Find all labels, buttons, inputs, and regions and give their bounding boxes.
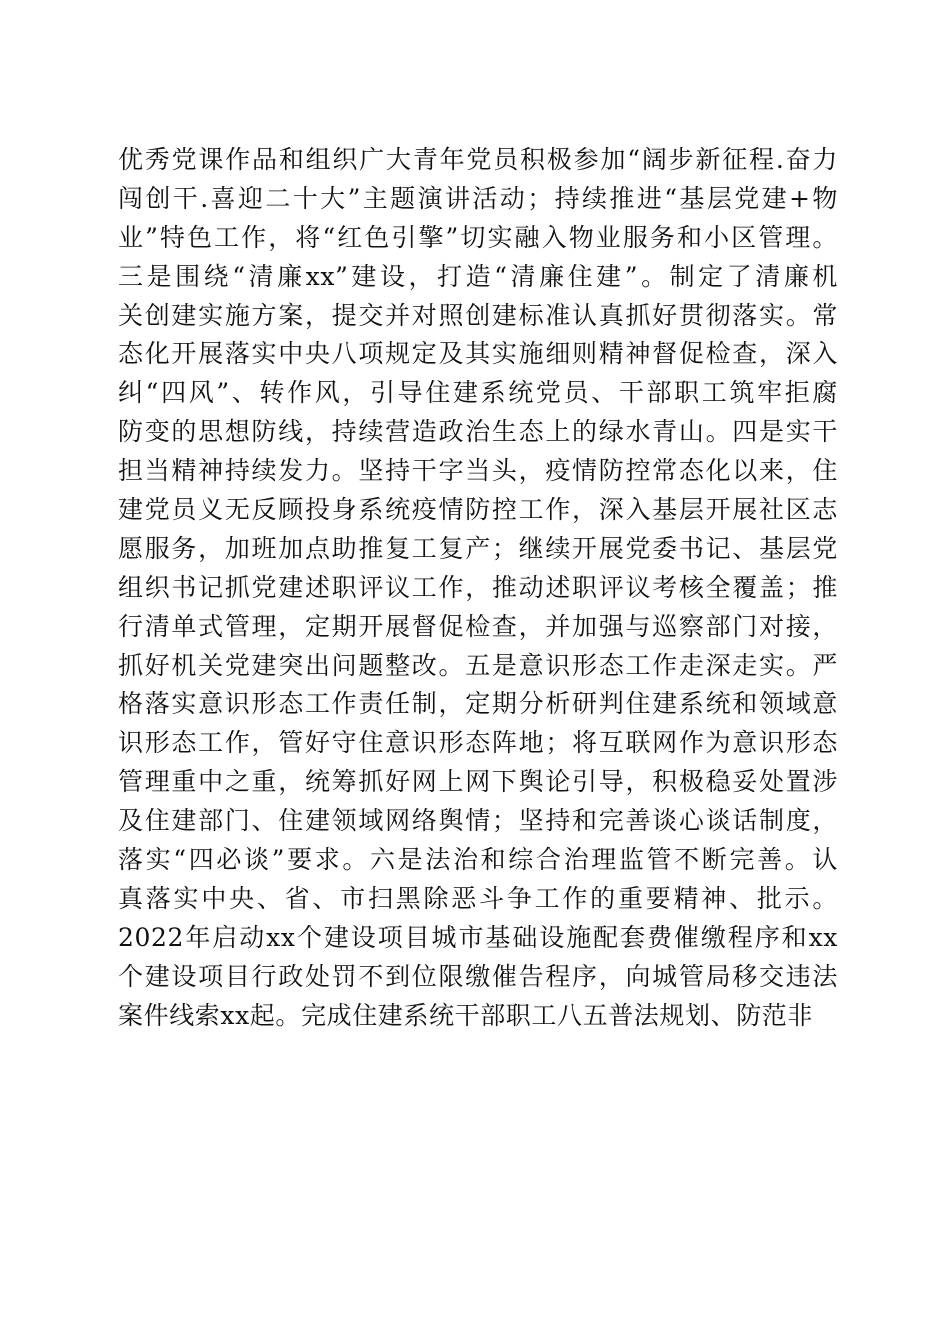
text-line: 个建设项目行政处罚不到位限缴催告程序，向城管局移交违法	[118, 961, 838, 991]
text-line: 落实“四必谈”要求。六是法治和综合治理监管不断完善。认	[118, 845, 838, 875]
text-line: 纠“四风”、转作风，引导住建系统党员、干部职工筑牢拒腐	[118, 378, 838, 408]
text-line: 优秀党课作品和组织广大青年党员积极参加“阔步新征程.奋力	[118, 145, 838, 174]
text-line: 管理重中之重，统筹抓好网上网下舆论引导，积极稳妥处置涉	[118, 767, 838, 797]
text-line: 态化开展落实中央八项规定及其实施细则精神督促检查，深入	[118, 339, 838, 369]
text-line: 担当精神持续发力。坚持干字当头，疫情防控常态化以来，住	[118, 456, 838, 486]
text-line: 格落实意识形态工作责任制，定期分析研判住建系统和领域意	[118, 689, 838, 719]
text-line: 真落实中央、省、市扫黑除恶斗争工作的重要精神、批示。	[118, 883, 838, 913]
body-text	[118, 141, 838, 1035]
text-line: 业”特色工作，将“红色引擎”切实融入物业服务和小区管理。	[118, 222, 838, 252]
text-line: 及住建部门、住建领域网络舆情；坚持和完善谈心谈话制度，	[118, 806, 838, 836]
text-line: 案件线索xx起。完成住建系统干部职工八五普法规划、防范非	[118, 1000, 814, 1030]
text-line: 组织书记抓党建述职评议工作，推动述职评议考核全覆盖；推	[118, 572, 838, 602]
text-line: 抓好机关党建突出问题整改。五是意识形态工作走深走实。严	[118, 650, 838, 680]
text-line: 建党员义无反顾投身系统疫情防控工作，深入基层开展社区志	[118, 495, 838, 525]
text-line: 防变的思想防线，持续营造政治生态上的绿水青山。四是实干	[118, 417, 838, 447]
text-line: 识形态工作，管好守住意识形态阵地；将互联网作为意识形态	[118, 728, 838, 758]
text-line: 闯创干.喜迎二十大”主题演讲活动；持续推进“基层党建+物	[118, 183, 838, 213]
text-line: 行清单式管理，定期开展督促检查，并加强与巡察部门对接，	[118, 611, 838, 641]
text-line: 关创建实施方案，提交并对照创建标准认真抓好贯彻落实。常	[118, 300, 838, 330]
text-line: 愿服务，加班加点助推复工复产；继续开展党委书记、基层党	[118, 533, 838, 563]
text-line: 三是围绕“清廉xx”建设，打造“清廉住建”。制定了清廉机	[118, 261, 838, 291]
text-line: 2022年启动xx个建设项目城市基础设施配套费催缴程序和xx	[118, 922, 838, 952]
